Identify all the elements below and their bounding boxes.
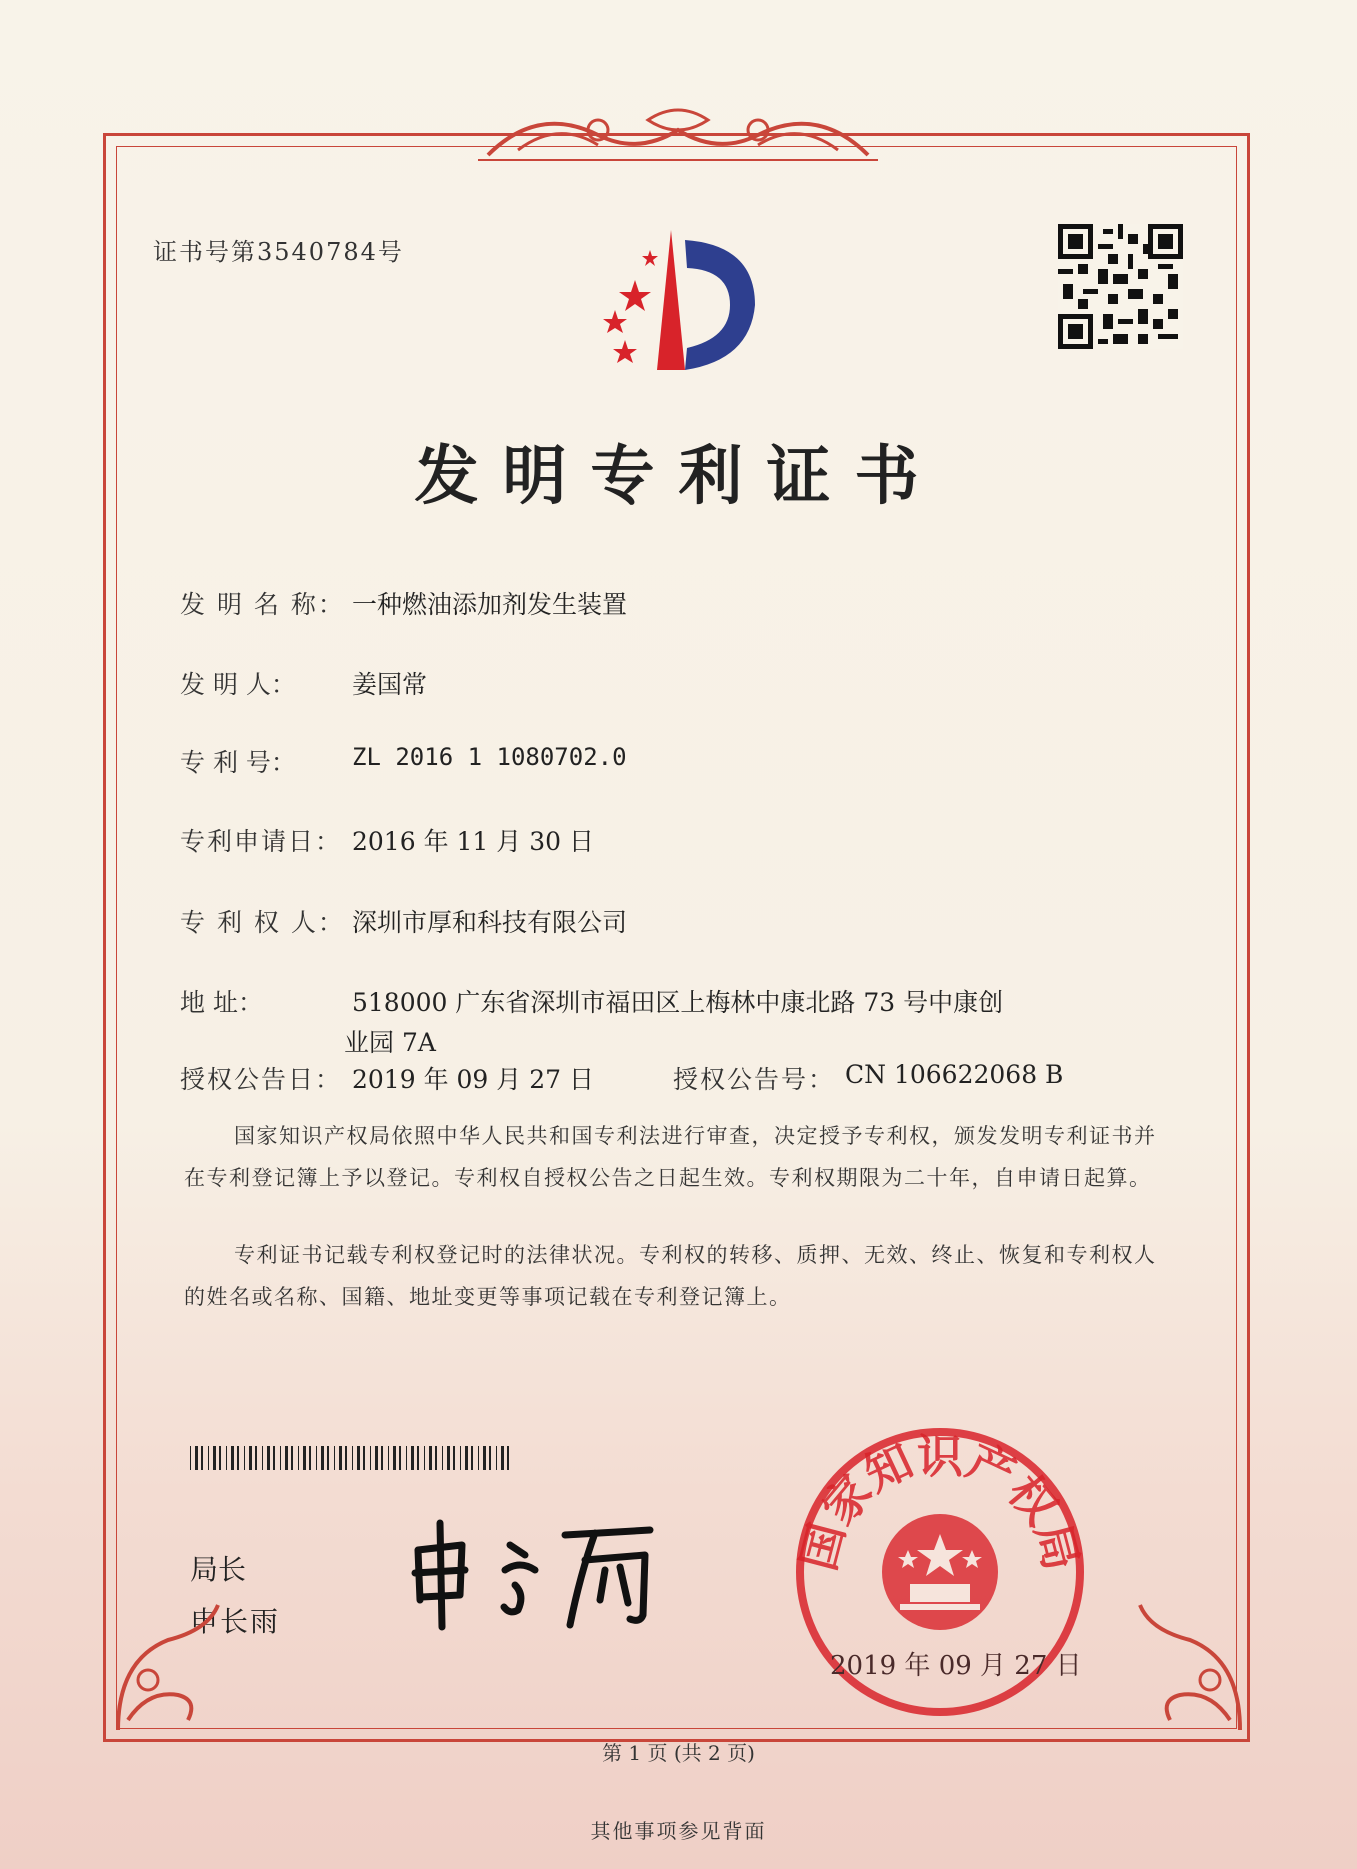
- corner-ornament-left-icon: [108, 1600, 228, 1740]
- grant-date-label: 授权公告日：: [180, 1065, 343, 1094]
- address-value-line2: 业园 7A: [344, 1028, 436, 1057]
- top-ornament-icon: [478, 100, 878, 170]
- seal-text: 国家知识产权局: [790, 1429, 1090, 1576]
- back-note: 其他事项参见背面: [590, 1819, 767, 1843]
- invention-name-label: 发 明 名 称：: [180, 590, 345, 619]
- director-name: 申长雨: [190, 1605, 281, 1638]
- statement-paragraph-2: 专利证书记载专利权登记时的法律状况。专利权的转移、质押、无效、终止、恢复和专利权人的姓名或名称、国籍、地址变更等事项记载在专利登记簿上。: [184, 1243, 1157, 1309]
- director-title: 局长: [190, 1553, 247, 1586]
- invention-name-value: 一种燃油添加剂发生装置: [352, 590, 628, 619]
- page-number: 第 1 页 (共 2 页): [602, 1741, 755, 1765]
- patent-no-value: ZL 2016 1 1080702.0: [352, 743, 627, 771]
- inventor-label: 发 明 人：: [180, 670, 296, 699]
- cnipa-logo-icon: [575, 220, 775, 380]
- announcement-no-label: 授权公告号：: [673, 1065, 836, 1094]
- address-value: 518000 广东省深圳市福田区上梅林中康北路 73 号中康创: [352, 988, 1004, 1017]
- grant-date-value: 2019 年 09 月 27 日: [352, 1065, 594, 1094]
- inventor-value: 姜国常: [352, 670, 428, 699]
- qr-code-icon[interactable]: [1058, 224, 1183, 349]
- certificate-title: 发明专利证书: [414, 439, 943, 514]
- patentee-label: 专 利 权 人：: [180, 908, 345, 937]
- filing-date-label: 专利申请日：: [180, 827, 343, 856]
- director-signature-icon: [400, 1515, 690, 1635]
- patent-no-label: 专 利 号：: [180, 748, 296, 777]
- address-label: 地 址：: [180, 988, 263, 1017]
- certificate-number: 证书号第3540784号: [153, 238, 404, 266]
- corner-ornament-right-icon: [1130, 1600, 1250, 1740]
- barcode-icon: [190, 1446, 516, 1470]
- patentee-value: 深圳市厚和科技有限公司: [352, 908, 628, 937]
- filing-date-value: 2016 年 11 月 30 日: [352, 827, 594, 856]
- announcement-no-value: CN 106622068 B: [845, 1060, 1064, 1089]
- seal-date: 2019 年 09 月 27 日: [830, 1651, 1082, 1681]
- statement-paragraph-1: 国家知识产权局依照中华人民共和国专利法进行审查，决定授予专利权，颁发发明专利证书并在专利登记簿上予以登记。专利权自授权公告之日起生效。专利权期限为二十年，自申请日起算。: [184, 1124, 1157, 1190]
